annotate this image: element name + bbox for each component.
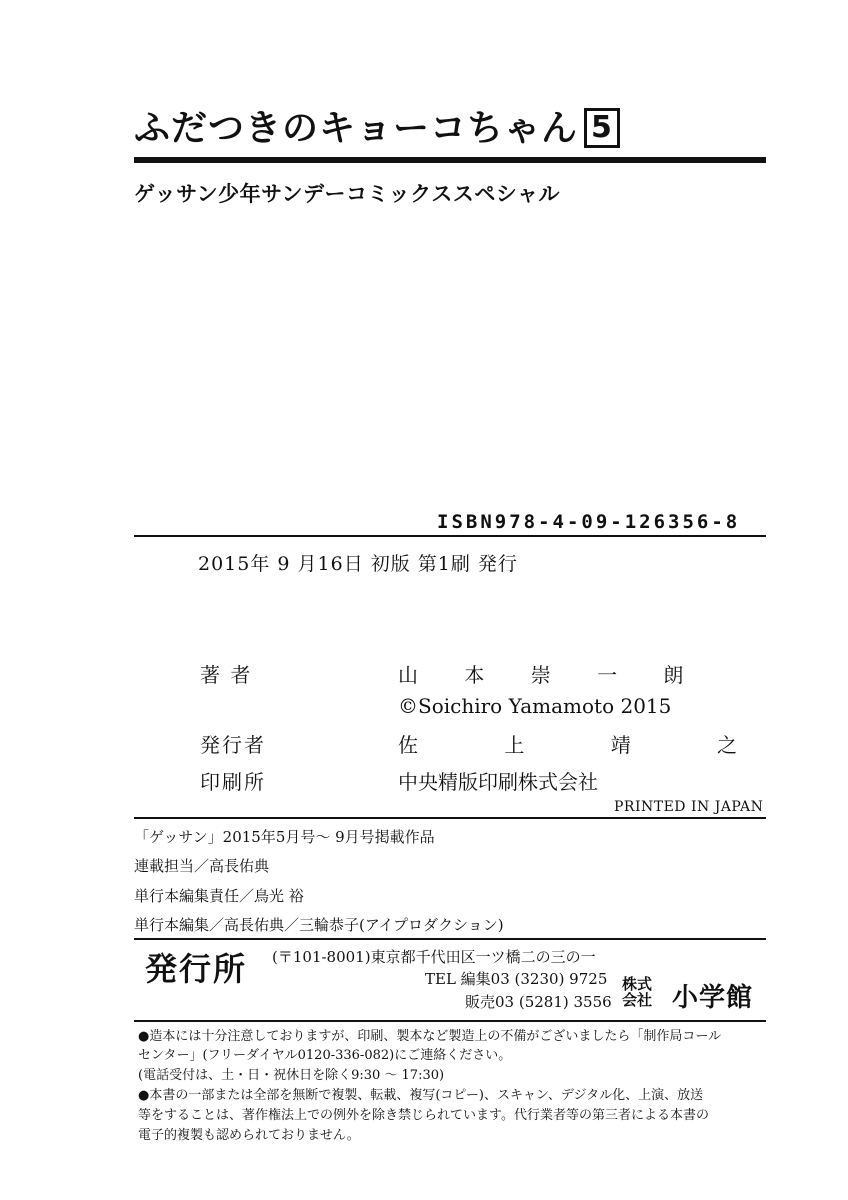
publisher-address: (〒101-8001)東京都千代田区一ツ橋二の三の一	[272, 948, 596, 966]
book-title-text: ふだつきのキョーコちゃん	[134, 108, 579, 149]
book-title	[134, 100, 620, 151]
series-name: ゲッサン少年サンデーコミックススペシャル	[134, 182, 561, 206]
credit-line: 「ゲッサン」2015年5月号～ 9月号掲載作品	[134, 828, 435, 846]
publisher-person-label: 発行者	[200, 733, 266, 757]
colophon-rule	[134, 817, 766, 819]
corp-type-line: 株式	[622, 975, 653, 993]
publisher-name: 小学館	[672, 983, 754, 1013]
credit-line: 単行本編集責任／鳥光 裕	[134, 887, 304, 905]
author-name: 山 本 崇 一 朗	[398, 663, 704, 687]
tel-editorial: TEL 編集03 (3230) 9725	[425, 970, 608, 988]
isbn-rule	[134, 535, 766, 537]
note-line: 電子的複製も認められておりません。	[138, 1128, 360, 1143]
publisher-rule	[134, 1020, 766, 1022]
corp-type	[622, 976, 652, 1008]
printer-name: 中央精版印刷株式会社	[398, 770, 598, 794]
copyright-line: ©Soichiro Yamamoto 2015	[398, 694, 672, 718]
note-line: 等をすることは、著作権法上での例外を除き禁じられています。代行業者等の第三者による本書の	[138, 1108, 709, 1123]
publisher-label: 発行所	[145, 950, 248, 988]
volume-number: 5	[584, 108, 620, 148]
credit-line: 連載担当／高長佑典	[134, 857, 270, 875]
printed-in-japan: PRINTED IN JAPAN	[614, 799, 764, 815]
credits-rule	[134, 938, 766, 940]
isbn: ISBN978-4-09-126356-8	[437, 511, 741, 533]
tel-sales: 販売03 (5281) 3556	[465, 993, 612, 1011]
credit-line: 単行本編集／高長佑典／三輪恭子(アイプロダクション)	[134, 916, 504, 934]
printer-label: 印刷所	[200, 770, 266, 794]
note-line: (電話受付は、土・日・祝休日を除く9:30 ～ 17:30)	[138, 1068, 445, 1083]
title-rule	[134, 157, 766, 163]
note-line: ●本書の一部または全部を無断で複製、転載、複写(コピー)、スキャン、デジタル化、上演、放送	[138, 1088, 704, 1103]
author-label: 著 者	[200, 663, 253, 687]
publisher-person-name: 佐 上 靖 之	[398, 733, 778, 757]
note-line: ●造本には十分注意しておりますが、印刷、製本など製造上の不備がございましたら「制作局コール	[138, 1029, 722, 1044]
corp-type-line: 会社	[622, 991, 653, 1009]
publication-date: 2015年 9 月16日 初版 第1刷 発行	[198, 553, 518, 575]
note-line: センター」(フリーダイヤル0120-336-082)にご連絡ください。	[138, 1048, 512, 1063]
